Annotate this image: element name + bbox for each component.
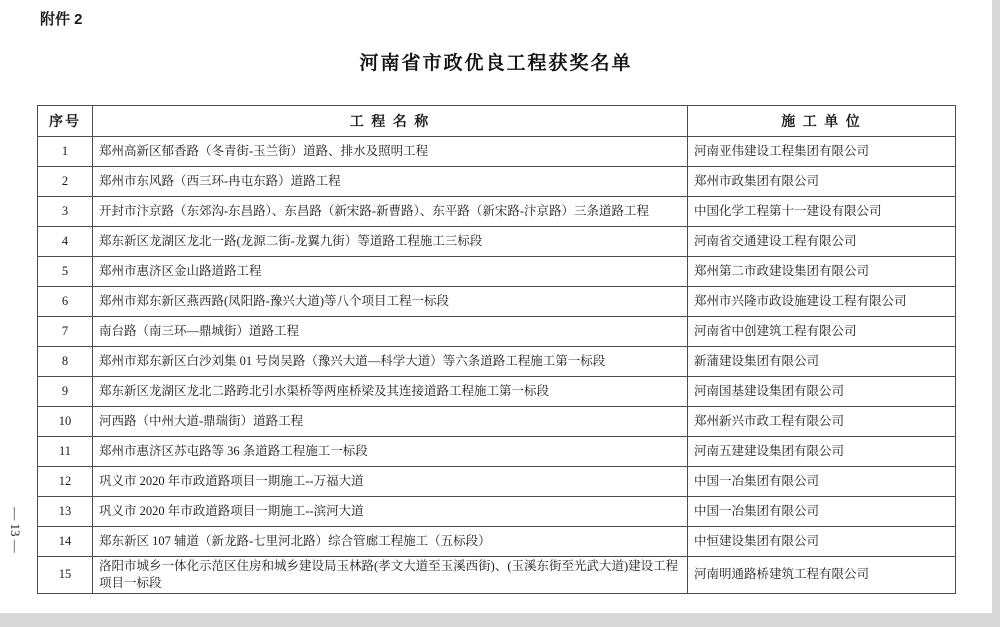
company-cell: 河南省交通建设工程有限公司 xyxy=(688,227,956,257)
table-row xyxy=(38,377,956,407)
page-number: — 13 — xyxy=(8,507,23,553)
table-header xyxy=(38,106,956,137)
header-construction-unit: 施 工 单 位 xyxy=(688,106,956,137)
header-row xyxy=(38,106,956,137)
company-cell: 河南五建建设集团有限公司 xyxy=(688,437,956,467)
table-row xyxy=(38,137,956,167)
row-number-cell: 15 xyxy=(38,557,93,594)
row-number-cell: 1 xyxy=(38,137,93,167)
row-number-cell: 13 xyxy=(38,497,93,527)
table-row xyxy=(38,347,956,377)
company-cell: 中国化学工程第十一建设有限公司 xyxy=(688,197,956,227)
project-name-cell: 洛阳市城乡一体化示范区住房和城乡建设局玉林路(孝文大道至玉溪西街)、(玉溪东街至光武大道)建设工程项目一标段 xyxy=(93,557,688,594)
project-name-cell: 郑州市惠济区苏屯路等 36 条道路工程施工一标段 xyxy=(93,437,688,467)
table-row xyxy=(38,407,956,437)
project-name-cell: 郑州市郑东新区燕西路(凤阳路-豫兴大道)等八个项目工程一标段 xyxy=(93,287,688,317)
project-name-cell: 巩义市 2020 年市政道路项目一期施工--万福大道 xyxy=(93,467,688,497)
row-number-cell: 10 xyxy=(38,407,93,437)
header-project-name: 工 程 名 称 xyxy=(93,106,688,137)
company-cell: 河南省中创建筑工程有限公司 xyxy=(688,317,956,347)
row-number-cell: 5 xyxy=(38,257,93,287)
table-row xyxy=(38,527,956,557)
company-cell: 河南亚伟建设工程集团有限公司 xyxy=(688,137,956,167)
company-cell: 郑州市兴隆市政设施建设工程有限公司 xyxy=(688,287,956,317)
row-number-cell: 14 xyxy=(38,527,93,557)
project-name-cell: 开封市汴京路（东郊沟-东昌路）、东昌路（新宋路-新曹路）、东平路（新宋路-汴京路）三条道路工程 xyxy=(93,197,688,227)
project-name-cell: 郑州市东风路（西三环-冉屯东路）道路工程 xyxy=(93,167,688,197)
company-cell: 郑州市政集团有限公司 xyxy=(688,167,956,197)
page-title: 河南省市政优良工程获奖名单 xyxy=(359,53,633,74)
row-number-cell: 12 xyxy=(38,467,93,497)
row-number-cell: 11 xyxy=(38,437,93,467)
company-cell: 中恒建设集团有限公司 xyxy=(688,527,956,557)
row-number-cell: 8 xyxy=(38,347,93,377)
table-row xyxy=(38,437,956,467)
attachment-label: 附件 2 xyxy=(40,11,83,28)
table-row xyxy=(38,287,956,317)
table-row xyxy=(38,227,956,257)
table-row xyxy=(38,317,956,347)
table-row xyxy=(38,467,956,497)
awards-table xyxy=(37,105,956,594)
header-serial-number: 序号 xyxy=(38,106,93,137)
company-cell: 中国一冶集团有限公司 xyxy=(688,497,956,527)
project-name-cell: 巩义市 2020 年市政道路项目一期施工--滨河大道 xyxy=(93,497,688,527)
project-name-cell: 郑州高新区郁香路（冬青街-玉兰街）道路、排水及照明工程 xyxy=(93,137,688,167)
company-cell: 新蒲建设集团有限公司 xyxy=(688,347,956,377)
row-number-cell: 7 xyxy=(38,317,93,347)
project-name-cell: 郑州市惠济区金山路道路工程 xyxy=(93,257,688,287)
project-name-cell: 河西路（中州大道-鼎瑞街）道路工程 xyxy=(93,407,688,437)
table-row xyxy=(38,197,956,227)
company-cell: 中国一冶集团有限公司 xyxy=(688,467,956,497)
row-number-cell: 2 xyxy=(38,167,93,197)
table-body xyxy=(38,137,956,594)
project-name-cell: 郑东新区龙湖区龙北二路跨北引水渠桥等两座桥梁及其连接道路工程施工第一标段 xyxy=(93,377,688,407)
company-cell: 郑州第二市政建设集团有限公司 xyxy=(688,257,956,287)
row-number-cell: 3 xyxy=(38,197,93,227)
row-number-cell: 4 xyxy=(38,227,93,257)
row-number-cell: 9 xyxy=(38,377,93,407)
company-cell: 河南国基建设集团有限公司 xyxy=(688,377,956,407)
project-name-cell: 郑东新区 107 辅道（新龙路-七里河北路）综合管廊工程施工（五标段） xyxy=(93,527,688,557)
table-row xyxy=(38,497,956,527)
table-row xyxy=(38,257,956,287)
table-row xyxy=(38,557,956,594)
row-number-cell: 6 xyxy=(38,287,93,317)
table-row xyxy=(38,167,956,197)
project-name-cell: 南台路（南三环—鼎城街）道路工程 xyxy=(93,317,688,347)
project-name-cell: 郑州市郑东新区白沙刘集 01 号岗吴路（豫兴大道—科学大道）等六条道路工程施工第一标段 xyxy=(93,347,688,377)
company-cell: 郑州新兴市政工程有限公司 xyxy=(688,407,956,437)
company-cell: 河南明通路桥建筑工程有限公司 xyxy=(688,557,956,594)
project-name-cell: 郑东新区龙湖区龙北一路(龙源二街-龙翼九街）等道路工程施工三标段 xyxy=(93,227,688,257)
